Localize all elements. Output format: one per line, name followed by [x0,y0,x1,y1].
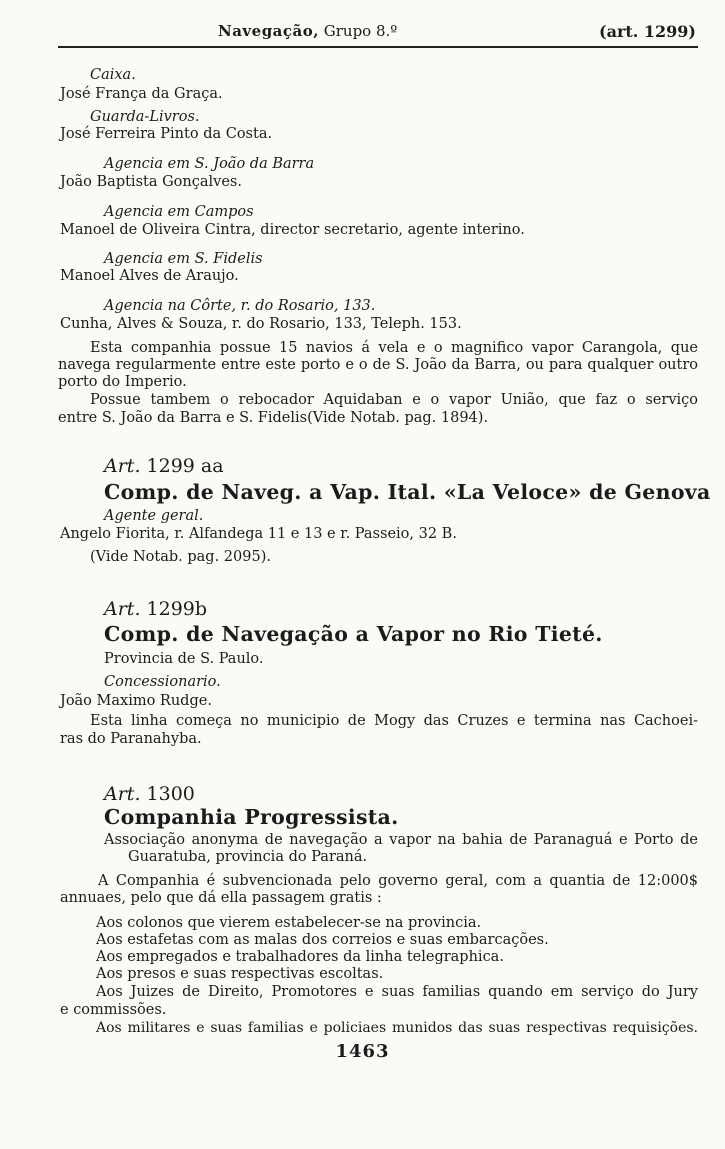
benefit-item: Aos presos e suas respectivas escoltas. [96,966,384,982]
art-label: Art. [104,455,141,477]
art-1299b-desc1: Esta linha começa no municipio de Mogy das Cruzes e termina nas Cachoei- [90,713,698,729]
agencia-campos-name: Manoel de Oliveira Cintra, director secretario, agente interino. [60,222,525,238]
guarda-livros-label: Guarda-Livros. [90,109,200,125]
art-label: Art. [104,598,141,620]
article-reference: (art. 1299) [599,22,696,41]
running-header [60,22,696,46]
section-title [218,22,397,40]
agencia-fidelis-label: Agencia em S. Fidelis [104,251,263,267]
art-1299aa-role: Agente geral. [104,508,204,524]
art-1299b-desc2: ras do Paranahyba. [60,731,202,747]
art-1299b-province: Provincia de S. Paulo. [104,651,264,667]
agencia-campos-label: Agencia em Campos [104,204,254,220]
art-1300-sub2: annuaes, pelo que dá ella passagem gratis : [60,890,382,906]
art-1299aa-heading [104,455,224,477]
caixa-name: José França da Graça. [60,86,223,102]
guarda-livros-name: José Ferreira Pinto da Costa. [60,126,273,142]
benefit-item: Aos colonos que vierem estabelecer-se na provincia. [96,915,482,931]
agencia-fidelis-name: Manoel Alves de Araujo. [60,268,239,284]
art-1299b-heading [104,598,207,620]
art-number: 1299 aa [146,455,224,477]
section-name: Navegação, [218,22,319,40]
art-1300-assoc1: Associação anonyma de navegação a vapor na bahia de Paranaguá e Porto de [104,832,698,848]
para1-line1: Esta companhia possue 15 navios á vela e o magnifico vapor Carangola, que [90,340,698,356]
section-group: Grupo 8.º [318,22,398,40]
art-1299b-role: Concessionario. [104,674,221,690]
benefit-item-militares: Aos militares e suas familias e policiaes munidos das suas respectivas requisições. [96,1020,698,1036]
para1-line2: navega regularmente entre este porto e o de S. João da Barra, ou para qualquer outro [58,357,698,373]
caixa-label: Caixa. [90,67,136,83]
art-1300-assoc2: Guaratuba, provincia do Paraná. [128,849,368,865]
para2-line1: Possue tambem o rebocador Aquidaban e o vapor União, que faz o serviço [90,392,698,408]
art-1299b-title: Comp. de Navegação a Vapor no Rio Tieté. [104,622,603,646]
art-1299aa-note: (Vide Notab. pag. 2095). [90,549,271,565]
art-number: 1300 [146,783,195,805]
benefit-item-juizes-cont: e commissões. [60,1002,167,1018]
agencia-sjb-name: João Baptista Gonçalves. [60,174,242,190]
benefit-item: Aos empregados e trabalhadores da linha telegraphica. [96,949,504,965]
agencia-sjb-label: Agencia em S. João da Barra [104,156,315,172]
art-1300-heading [104,783,195,805]
art-1300-sub1: A Companhia é subvencionada pelo governo geral, com a quantia de 12:000$ [98,873,698,889]
para2-line2: entre S. João da Barra e S. Fidelis(Vide Notab. pag. 1894). [58,410,489,426]
agencia-corte-name: Cunha, Alves & Souza, r. do Rosario, 133, Teleph. 153. [60,316,462,332]
agencia-corte-label: Agencia na Côrte, r. do Rosario, 133. [104,298,376,314]
page-number: 1463 [335,1041,390,1062]
art-number: 1299b [146,598,208,620]
art-1299aa-name: Angelo Fiorita, r. Alfandega 11 e 13 e r. Passeio, 32 B. [60,526,457,542]
art-1300-title: Companhia Progressista. [104,805,399,829]
para1-line3: porto do Imperio. [58,374,187,390]
benefit-item: Aos estafetas com as malas dos correios e suas embarcações. [96,932,549,948]
art-1299aa-title: Comp. de Naveg. a Vap. Ital. «La Veloce» de Genova [104,480,711,504]
art-1299b-name: João Maximo Rudge. [60,693,212,709]
benefit-item-juizes: Aos Juizes de Direito, Promotores e suas familias quando em serviço do Jury [96,984,698,1000]
header-rule [58,46,698,48]
art-label: Art. [104,783,141,805]
